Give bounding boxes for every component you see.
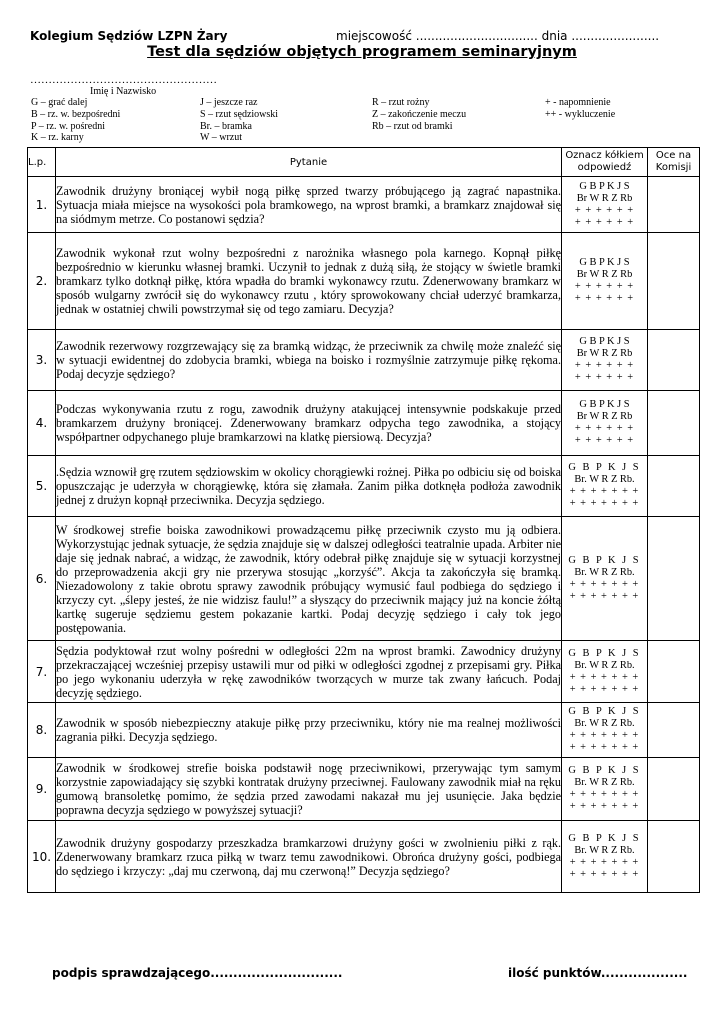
answer-letters[interactable]: G B P K J S xyxy=(568,647,641,659)
answer-cards[interactable]: + + + + + + + xyxy=(569,789,640,800)
question-text: .Sędzia wznowił grę rzutem sędziowskim w okolicy chorągiewki rożnej. Piłka po odbiciu się od boiska opuszczając je uderzyła w chorągiewkę, która się złamała. Zanim piłka dotknęła podłoża zawodnik jednej z drużyn kopnął przeciwnika. Decyzja sędziego. xyxy=(56,456,562,517)
header-answer xyxy=(562,148,648,177)
answer-cards[interactable]: + + + + + + + xyxy=(569,801,640,812)
commission-score-cell[interactable] xyxy=(648,391,700,456)
answer-letters[interactable]: G B P K J S xyxy=(568,706,641,717)
answer-cards[interactable]: + + + + + + + xyxy=(569,856,640,868)
commission-score-cell[interactable] xyxy=(648,641,700,703)
commission-score-cell[interactable] xyxy=(648,330,700,391)
question-number: 2. xyxy=(28,233,56,330)
page-title: Test dla sędziów objętych programem seminaryjnym xyxy=(147,44,577,60)
answer-letters[interactable]: G B P K J S xyxy=(568,462,641,473)
question-number: 10. xyxy=(28,821,56,893)
answer-cards[interactable]: + + + + + + xyxy=(574,360,635,371)
question-text: Zawodnik drużyny broniącej wybił nogą piłkę sprzed twarzy próbującego ją zagrać napastnika. Sytuacja miała miejsce na wysokości pola bramkowego, na wprost bramki, a bramkarz znajdował się na siódmym metrze. Co postanowi sędzia? xyxy=(56,177,562,233)
legend-item: B – rz. w. bezpośredni xyxy=(31,108,121,120)
answer-letters[interactable]: G B P K J S xyxy=(579,399,630,410)
answer-letters[interactable]: G B P K J S xyxy=(568,765,641,776)
legend-column-2 xyxy=(200,97,278,144)
question-number: 6. xyxy=(28,517,56,641)
legend-item: J – jeszcze raz xyxy=(200,97,258,108)
answer-options[interactable] xyxy=(562,330,648,391)
question-text: W środkowej strefie boiska zawodnikowi prowadzącemu piłkę przeciwnik czysto mu ją odbiera. Wykorzystując jednak sytuacje, że sędzia znajduje się w dalszej odległości teatralnie upada. Arbiter nie daje się jednak nabrać, a widząc, że zawodnik, który odebrał piłkę znajduje się w sytuacji korzystnej do przeprowadzenia akcji gry nie przerywa stosując „korzyść”. Akcja ta zakończyła się bramką. Niezadowolony z takie obrotu sprawy zawodnik próbujący wymusić faul podbiega do sędziego i krzyczy cyt. „ślepy jesteś, że nie widzisz faulu!” a słyszący do przeciwnik mający już na koncie żółtą kartkę sugeruje sędziemu gestem pokazanie kartki. Podaj decyzję sędziego i cały tok jego postępowania. xyxy=(56,517,562,641)
name-field-label: Imię i Nazwisko xyxy=(90,86,157,97)
table-row xyxy=(28,330,700,391)
commission-score-cell[interactable] xyxy=(648,758,700,821)
answer-cards[interactable]: + + + + + + + xyxy=(569,590,640,602)
legend-item: G – grać dalej xyxy=(31,97,88,108)
answer-options[interactable] xyxy=(562,391,648,456)
header-question: Pytanie xyxy=(56,148,562,177)
answer-letters[interactable]: G B P K J S xyxy=(579,180,630,192)
answer-cards[interactable]: + + + + + + + xyxy=(569,683,640,695)
legend-item: P – rz. w. pośredni xyxy=(31,120,105,132)
points-line[interactable]: ilość punktów................... xyxy=(508,966,688,980)
answer-letters[interactable]: Br. W R Z Rb. xyxy=(574,566,635,578)
answer-letters[interactable]: Br W R Z Rb xyxy=(576,411,633,422)
questions-table xyxy=(27,147,700,893)
name-field-line[interactable]: …………………………………………… xyxy=(30,74,217,86)
legend-column-3 xyxy=(372,97,466,132)
table-row xyxy=(28,758,700,821)
answer-letters[interactable]: Br W R Z Rb xyxy=(576,192,633,204)
answer-options[interactable] xyxy=(562,758,648,821)
answer-letters[interactable]: Br. W R Z Rb. xyxy=(574,844,635,856)
question-number: 7. xyxy=(28,641,56,703)
legend-item: W – wrzut xyxy=(200,132,243,144)
table-row xyxy=(28,703,700,758)
answer-cards[interactable]: + + + + + + + xyxy=(569,498,640,509)
question-number: 8. xyxy=(28,703,56,758)
question-number: 1. xyxy=(28,177,56,233)
table-row xyxy=(28,517,700,641)
answer-cards[interactable]: + + + + + + xyxy=(574,423,635,434)
answer-cards[interactable]: + + + + + + + xyxy=(569,742,640,753)
question-text: Zawodnik wykonał rzut wolny bezpośredni z narożnika własnego pola karnego. Kopnął piłkę bezpośrednio w kierunku własnej bramki. Uczynił to jednak z dużą siłą, że stojący w świetle bramki bramkarz tylko dotknął piłkę, która wpadła do bramki wykonawcy rzutu. Zdenerwowany bramkarz w sposób wulgarny zwrócił się do wykonawcy rzutu , który sprowokowany chciał uderzyć bramkarza, jednak w ostatniej chwili powstrzymał się od tego zamiaru. Decyzja? xyxy=(56,233,562,330)
question-number: 5. xyxy=(28,456,56,517)
legend-item: + - napomnienie xyxy=(545,97,611,108)
table-row xyxy=(28,177,700,233)
answer-letters[interactable]: Br W R Z Rb xyxy=(576,269,633,280)
answer-options[interactable] xyxy=(562,821,648,893)
answer-cards[interactable]: + + + + + + + xyxy=(569,730,640,741)
header-answer-line: odpowiedź xyxy=(577,162,632,173)
legend-item: K – rz. karny xyxy=(31,132,84,144)
table-row xyxy=(28,391,700,456)
place-date-line: miejscowość ................................ dnia ....................... xyxy=(336,29,660,43)
commission-score-cell[interactable] xyxy=(648,233,700,330)
answer-letters[interactable]: G B P K J S xyxy=(568,554,641,566)
answer-letters[interactable]: Br. W R Z Rb. xyxy=(574,474,635,485)
answer-cards[interactable]: + + + + + + + xyxy=(569,578,640,590)
header-commission xyxy=(648,148,700,177)
signature-line[interactable]: podpis sprawdzającego............................. xyxy=(52,966,343,980)
question-text: Podczas wykonywania rzutu z rogu, zawodnik drużyny atakującej intensywnie podskakuje przed bramkarzem drużyny broniącej. Zdenerwowany bramkarz odpycha tego zawodnika, a stojący współpartner odpychanego pluje bramkarzowi na klatkę piersiową. Decyzja? xyxy=(56,391,562,456)
answer-options[interactable] xyxy=(562,177,648,233)
answer-cards[interactable]: + + + + + + xyxy=(574,204,635,216)
table-row xyxy=(28,456,700,517)
question-text: Zawodnik drużyny gospodarzy przeszkadza bramkarzowi drużyny gości w zwolnieniu piłki z rąk. Zdenerwowany bramkarz rzuca piłką w twarz temu zawodnikowi. Obrońca drużyny gości, podbiega do sędziego i krzyczy: „daj mu czerwoną, daj mu czerwoną!” Decyzja sędziego? xyxy=(56,821,562,893)
table-header-row xyxy=(28,148,700,177)
legend-item: R – rzut rożny xyxy=(372,97,430,108)
question-text: Sędzia podyktował rzut wolny pośredni w odległości 22m na wprost bramki. Zawodnicy drużyny przekraczającej wcześniej przepisy ustawili mur od piłki w odległości zgodnej z przepisami gry. Piłka po jego wykonaniu uderzyła w rękę zawodników tworzących w murze tak zwany łańcuch. Podaj decyzję sędziego. xyxy=(56,641,562,703)
legend-item: Z – zakończenie meczu xyxy=(372,108,467,120)
header-commission-line: Komisji xyxy=(655,162,692,173)
answer-letters[interactable]: Br. W R Z Rb. xyxy=(574,718,635,729)
table-row xyxy=(28,641,700,703)
answer-options[interactable] xyxy=(562,517,648,641)
commission-score-cell[interactable] xyxy=(648,703,700,758)
answer-letters[interactable]: G B P K J S xyxy=(568,832,641,844)
header-lp: L.p. xyxy=(28,148,56,177)
answer-cards[interactable]: + + + + + + xyxy=(574,293,635,304)
answer-letters[interactable]: Br. W R Z Rb. xyxy=(574,659,635,671)
answer-letters[interactable]: Br. W R Z Rb. xyxy=(574,777,635,788)
org-name: Kolegium Sędziów LZPN Żary xyxy=(30,29,228,43)
answer-cards[interactable]: + + + + + + + xyxy=(569,671,640,683)
commission-score-cell[interactable] xyxy=(648,456,700,517)
legend-item: Rb – rzut od bramki xyxy=(372,120,453,132)
commission-score-cell[interactable] xyxy=(648,821,700,893)
answer-cards[interactable]: + + + + + + + xyxy=(569,868,640,880)
commission-score-cell[interactable] xyxy=(648,177,700,233)
table-row xyxy=(28,233,700,330)
legend-column-1 xyxy=(31,97,120,144)
table-row xyxy=(28,821,700,893)
question-text: Zawodnik w środkowej strefie boiska podstawił nogę przeciwnikowi, przerywając tym samym korzystnie zapowiadający się szybki kontratak drużyny przeciwnej. Faulowany zawodnik miał na ręku gumową bransoletkę pomimo, że sędzia przed zawodami nakazał mu jej usunięcie. Jaka będzie poprawna decyzja sędziego w powyższej sytuacji? xyxy=(56,758,562,821)
legend-item: Br. – bramka xyxy=(200,120,252,132)
answer-options[interactable] xyxy=(562,233,648,330)
question-text: Zawodnik rezerwowy rozgrzewający się za bramką widząc, że przeciwnik za chwilę może znaleźć się w sytuacji ewidentnej do zdobycia bramki, wbiega na boisko i rozmyślnie zatrzymuje piłkę rękoma. Podaj decyzje sędziego? xyxy=(56,330,562,391)
answer-options[interactable] xyxy=(562,456,648,517)
answer-letters[interactable]: G B P K J S xyxy=(579,257,630,268)
answer-letters[interactable]: Br W R Z Rb xyxy=(576,348,633,359)
commission-score-cell[interactable] xyxy=(648,517,700,641)
answer-cards[interactable]: + + + + + + xyxy=(574,372,635,383)
answer-options[interactable] xyxy=(562,641,648,703)
answer-options[interactable] xyxy=(562,703,648,758)
answer-cards[interactable]: + + + + + + xyxy=(574,281,635,292)
answer-cards[interactable]: + + + + + + xyxy=(574,435,635,446)
answer-cards[interactable]: + + + + + + + xyxy=(569,486,640,497)
legend-column-4 xyxy=(545,97,615,121)
question-number: 3. xyxy=(28,330,56,391)
question-text: Zawodnik w sposób niebezpieczny atakuje piłkę przy przeciwniku, który nie ma realnej możliwości zagrania piłki. Decyzja sędziego. xyxy=(56,703,562,758)
legend-item: S – rzut sędziowski xyxy=(200,108,279,120)
question-number: 9. xyxy=(28,758,56,821)
header-answer-line: Oznacz kółkiem xyxy=(565,150,644,161)
question-number: 4. xyxy=(28,391,56,456)
answer-cards[interactable]: + + + + + + xyxy=(574,216,635,228)
answer-letters[interactable]: G B P K J S xyxy=(579,336,630,347)
legend-item: ++ - wykluczenie xyxy=(545,108,616,120)
header-commission-line: Oce na xyxy=(655,150,692,161)
